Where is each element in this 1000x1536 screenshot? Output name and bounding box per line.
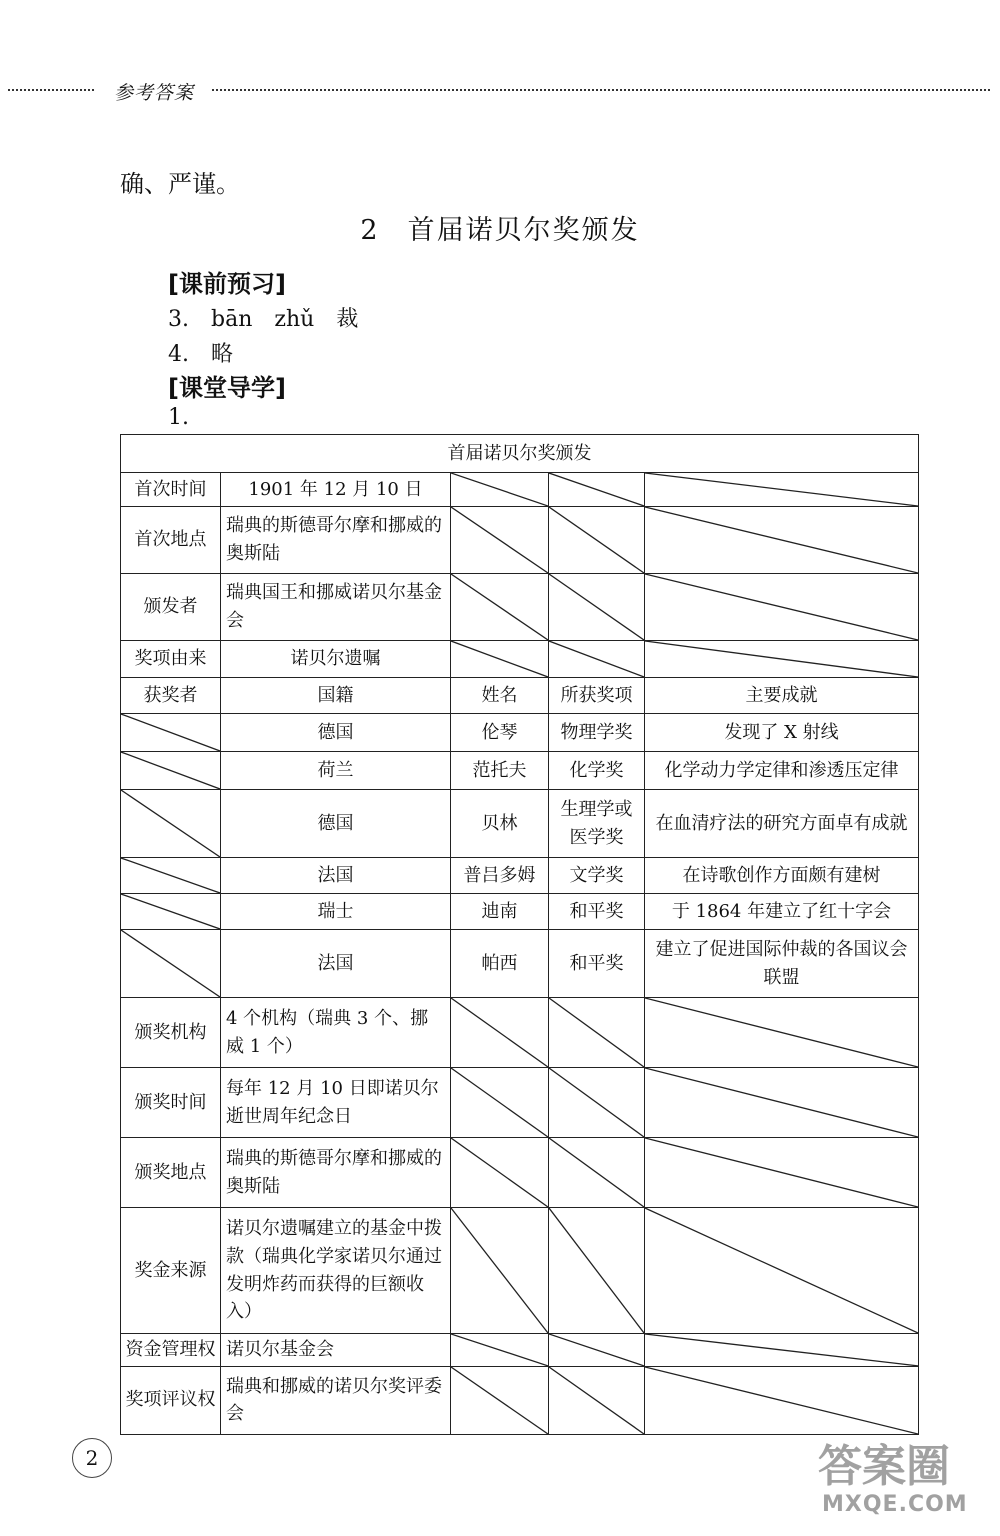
winner-achievement: 建立了促进国际仲裁的各国议会联盟	[645, 930, 919, 998]
header-dotted-rule-left	[8, 89, 94, 91]
q3-label: 3.	[168, 307, 189, 332]
winner-row	[121, 790, 919, 858]
row-value: 瑞典和挪威的诺贝尔奖评委会	[221, 1366, 451, 1434]
q3-pinyin-1: bān	[211, 307, 253, 332]
winner-row	[121, 858, 919, 894]
row-label: 奖项评议权	[121, 1366, 221, 1434]
row-label: 首次时间	[121, 473, 221, 507]
winner-achievement: 化学动力学定律和渗透压定律	[645, 752, 919, 790]
winner-achievement: 于 1864 年建立了红十字会	[645, 894, 919, 930]
winner-prize: 生理学或医学奖	[549, 790, 645, 858]
winner-prize: 物理学奖	[549, 714, 645, 752]
row-label: 首次地点	[121, 507, 221, 574]
row-label: 颁奖地点	[121, 1138, 221, 1208]
row-value: 诺贝尔基金会	[221, 1334, 451, 1367]
row-value: 瑞典的斯德哥尔摩和挪威的奥斯陆	[221, 507, 451, 574]
winner-prize: 化学奖	[549, 752, 645, 790]
slash-cell	[451, 1068, 549, 1138]
row-label: 颁奖时间	[121, 1068, 221, 1138]
slash-cell	[121, 858, 221, 894]
slash-cell	[549, 1138, 645, 1208]
winner-country: 瑞士	[221, 894, 451, 930]
slash-cell	[549, 574, 645, 641]
winner-name: 普吕多姆	[451, 858, 549, 894]
row-value: 瑞典国王和挪威诺贝尔基金会	[221, 574, 451, 641]
table-row	[121, 641, 919, 678]
page-number: 2	[72, 1438, 112, 1478]
slash-cell	[451, 473, 549, 507]
slash-cell	[549, 1366, 645, 1434]
winner-country: 法国	[221, 930, 451, 998]
guide-q1-label: 1.	[168, 405, 189, 430]
slash-cell	[645, 1068, 919, 1138]
slash-cell	[645, 1138, 919, 1208]
header-title: 参考答案	[114, 82, 195, 104]
table-row	[121, 1366, 919, 1434]
slash-cell	[121, 714, 221, 752]
winner-achievement: 发现了 X 射线	[645, 714, 919, 752]
table-row	[121, 1334, 919, 1367]
header-name: 姓名	[451, 678, 549, 714]
slash-cell	[451, 507, 549, 574]
row-value: 1901 年 12 月 10 日	[221, 473, 451, 507]
winner-achievement: 在诗歌创作方面颇有建树	[645, 858, 919, 894]
slash-cell	[645, 1334, 919, 1367]
row-value: 每年 12 月 10 日即诺贝尔逝世周年纪念日	[221, 1068, 451, 1138]
table-row	[121, 473, 919, 507]
winner-row	[121, 930, 919, 998]
chapter-title	[0, 208, 1000, 247]
slash-cell	[645, 507, 919, 574]
table-row	[121, 574, 919, 641]
slash-cell	[645, 1208, 919, 1334]
slash-cell	[451, 641, 549, 678]
slash-cell	[645, 1366, 919, 1434]
slash-cell	[549, 1068, 645, 1138]
q3-pinyin-2: zhǔ	[274, 307, 315, 332]
winner-name: 伦琴	[451, 714, 549, 752]
header-dotted-rule-right	[212, 89, 990, 91]
winners-label: 获奖者	[121, 678, 221, 714]
nobel-table	[120, 434, 919, 1435]
continuation-text: 确、严谨。	[120, 170, 240, 198]
slash-cell	[549, 1208, 645, 1334]
table-row	[121, 1138, 919, 1208]
q4-label: 4.	[168, 342, 189, 367]
preview-q3	[168, 302, 358, 333]
table-row	[121, 507, 919, 574]
slash-cell	[451, 1208, 549, 1334]
winner-name: 迪南	[451, 894, 549, 930]
winner-achievement: 在血清疗法的研究方面卓有成就	[645, 790, 919, 858]
slash-cell	[549, 1334, 645, 1367]
slash-cell	[549, 641, 645, 678]
table-row	[121, 998, 919, 1068]
header-achievement: 主要成就	[645, 678, 919, 714]
slash-cell	[121, 894, 221, 930]
watermark-url: MXQE.COM	[822, 1492, 968, 1517]
row-value: 4 个机构（瑞典 3 个、挪威 1 个）	[221, 998, 451, 1068]
slash-cell	[451, 998, 549, 1068]
slash-cell	[451, 574, 549, 641]
chapter-name: 首届诺贝尔奖颁发	[407, 215, 640, 246]
winner-row	[121, 752, 919, 790]
winner-name: 贝林	[451, 790, 549, 858]
row-label: 奖金来源	[121, 1208, 221, 1334]
page-header	[0, 78, 1000, 102]
winner-prize: 和平奖	[549, 894, 645, 930]
slash-cell	[451, 1334, 549, 1367]
winner-name: 帕西	[451, 930, 549, 998]
watermark-text: 答案圈	[818, 1441, 950, 1492]
row-value: 诺贝尔遗嘱建立的基金中拨款（瑞典化学家诺贝尔通过发明炸药而获得的巨额收入）	[221, 1208, 451, 1334]
preview-heading: [课前预习]	[168, 270, 286, 298]
slash-cell	[645, 641, 919, 678]
slash-cell	[451, 1138, 549, 1208]
preview-q4	[168, 337, 233, 368]
row-label: 颁奖机构	[121, 998, 221, 1068]
row-label: 奖项由来	[121, 641, 221, 678]
slash-cell	[549, 473, 645, 507]
row-label: 颁发者	[121, 574, 221, 641]
winner-row	[121, 894, 919, 930]
winners-header-row	[121, 678, 919, 714]
table-row	[121, 1208, 919, 1334]
q3-char: 裁	[336, 307, 359, 332]
slash-cell	[549, 507, 645, 574]
slash-cell	[645, 574, 919, 641]
winner-country: 德国	[221, 790, 451, 858]
header-prize: 所获奖项	[549, 678, 645, 714]
row-label: 资金管理权	[121, 1334, 221, 1367]
winner-row	[121, 714, 919, 752]
chapter-number: 2	[360, 215, 380, 246]
winner-country: 德国	[221, 714, 451, 752]
winner-country: 荷兰	[221, 752, 451, 790]
slash-cell	[645, 473, 919, 507]
slash-cell	[121, 790, 221, 858]
header-country: 国籍	[221, 678, 451, 714]
slash-cell	[121, 752, 221, 790]
watermark-logo	[818, 1430, 988, 1526]
guide-heading: [课堂导学]	[168, 374, 286, 402]
winner-name: 范托夫	[451, 752, 549, 790]
row-value: 诺贝尔遗嘱	[221, 641, 451, 678]
slash-cell	[451, 1366, 549, 1434]
slash-cell	[549, 998, 645, 1068]
winner-prize: 文学奖	[549, 858, 645, 894]
winner-prize: 和平奖	[549, 930, 645, 998]
q4-answer: 略	[211, 342, 234, 367]
slash-cell	[121, 930, 221, 998]
table-row	[121, 1068, 919, 1138]
slash-cell	[645, 998, 919, 1068]
row-value: 瑞典的斯德哥尔摩和挪威的奥斯陆	[221, 1138, 451, 1208]
winner-country: 法国	[221, 858, 451, 894]
table-title: 首届诺贝尔奖颁发	[121, 435, 919, 473]
